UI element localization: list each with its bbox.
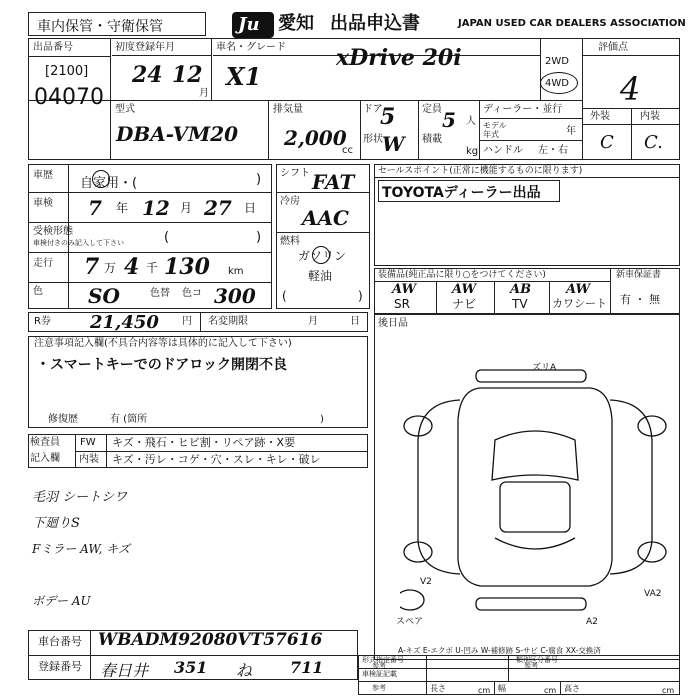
first-reg-month: 12 [172,62,203,88]
spec-r2-sub: 参考 [524,662,538,670]
form-title: 出品申込書 [330,13,420,34]
color-change-label: 色替 [150,288,170,299]
notes-value: ・スマートキーでのドアロック開閉不良 [36,357,288,373]
left-side-view [418,400,460,574]
doors-value: 5 [380,104,396,130]
color-code-value: 300 [214,284,256,308]
shift-value: FAT [312,170,355,194]
receipt-sub: 車検付きのみ記入して下さい [33,239,124,247]
mileage-man-unit: 万 [104,261,117,275]
drive-4wd: 4WD [545,78,569,89]
recycle-value: 21,450 [90,312,159,333]
lot-number: 04070 [34,85,104,110]
history-label: 車歴 [33,170,53,181]
lot-bracket-code: [2100] [45,64,89,79]
fuel-open: ( [282,289,287,303]
equipment-tv: TV [512,297,528,311]
selling-points-label: セールスポイント(正常に機能するものに限ります) [378,166,583,176]
diagram-right-note: VA2 [644,589,662,599]
capacity-label: 定員 [422,104,442,115]
fuel-diesel: 軽油 [308,269,333,283]
wheel-front-left [404,416,432,436]
rear-bumper [476,598,586,610]
diagram-bottom-note: A2 [586,617,598,627]
inspection-year: 7 [88,196,102,220]
spec-r3-label: 車検証記載 [362,670,397,678]
wheel-front-right [638,416,666,436]
spare-label: スペア [396,617,424,627]
plate-number: 711 [290,658,324,677]
drive-2wd: 2WD [545,56,569,67]
front-bumper [476,370,586,382]
after-sale-label: 後日品 [378,318,408,329]
handwritten-note-4: ボデー AU [32,594,91,608]
drive-4wd-circle [540,72,578,94]
inspector-row2: キズ・汚レ・コゲ・穴・スレ・キレ・破レ [112,453,321,466]
right-side-view [610,400,652,574]
lot-label: 出品番号 [33,42,73,53]
name-change-label: 名変期限 [208,316,248,327]
region-name: 愛知 [278,13,314,34]
recycle-unit: 円 [182,316,192,327]
fuel-circle [312,246,330,264]
shift-label: シフト [280,168,310,179]
spec-r1-label: 形式指定番号 [362,656,404,664]
ju-logo: Ju [232,12,274,38]
type-value: DBA-VM20 [116,122,239,146]
equipment-mark-4: AW [566,282,591,297]
inspection-day: 27 [204,196,232,220]
plate-label: 登録番号 [38,660,82,673]
inspector-row1: キズ・飛石・ヒビ割・リペア跡・X要 [112,436,296,449]
spec-width-unit: cm [544,686,557,695]
diagram-top-note: ズリA [532,363,557,373]
spec-r1-sub: 参考 [372,662,386,670]
model-name: X1 [226,62,262,91]
spec-height-label: 高さ [564,684,580,693]
capacity-value: 5 [442,108,456,132]
damage-legend: A-キズ E-エクボ U-凹み W-補修跡 S-サビ C-腐食 XX-交換済 [398,646,601,655]
equipment-leather: カワシート [552,297,607,310]
handle-label: ハンドル [483,145,523,156]
repair-label: 修復歴 [48,414,78,425]
mileage-label: 走行 [33,258,53,269]
rating-score: 4 [620,70,641,108]
mileage-unit: km [228,266,244,277]
equipment-mark-2: AW [452,282,477,297]
rating-label: 評価点 [598,42,628,53]
equipment-label: 装備品(純正品に限り○をつけてください) [378,270,546,280]
ac-label: 冷房 [280,196,300,207]
car-damage-diagram [400,360,670,620]
handwritten-note-3: Fミラー AW, キズ [32,542,130,556]
association-name: JAPAN USED CAR DEALERS ASSOCIATION [458,18,686,29]
handwritten-note-2: 下廻りS [32,516,80,531]
fuel-gasoline: ガソリン [298,249,347,263]
name-change-day: 日 [350,316,360,327]
shape-label: 形状 [363,134,383,145]
equipment-mark-1: AW [392,282,417,297]
fuel-label: 燃料 [280,236,300,247]
displacement-label: 排気量 [273,104,303,115]
history-value: 自家用・( [80,176,138,191]
storage-label: 車内保管・守衛保管 [28,12,206,36]
spec-length-unit: cm [478,686,491,695]
interior-grade: C. [644,132,663,153]
handwritten-note-1: 毛羽 シートシワ [32,490,128,505]
mileage-sen-unit: 千 [146,261,159,275]
color-value: SO [88,284,120,308]
first-reg-year: 24 [132,62,163,88]
name-change-month: 月 [308,316,318,327]
plate-kana: ね [236,661,253,680]
car-body-outline [458,388,612,586]
doors-label: ドア [363,104,383,115]
capacity-unit: 人 [466,116,476,127]
plate-class: 351 [174,658,208,677]
mileage-man: 7 [84,254,100,280]
warranty-label: 新車保証書 [616,270,662,280]
car-rear-window [495,538,575,549]
model-label: 車名・グレード [216,42,286,53]
repair-close: ) [320,414,324,425]
inspection-month: 12 [142,196,170,220]
plate-region: 春日井 [100,661,149,680]
load-label: 積載 [422,134,442,145]
spare-tire [400,590,424,610]
type-label: 型式 [115,104,135,115]
history-circle [92,170,110,188]
inspection-day-unit: 日 [244,201,257,215]
receipt-label: 受検形態 [33,226,73,237]
chassis-label: 車台番号 [38,635,82,648]
mileage-rest: 130 [164,254,210,280]
equipment-sr: SR [394,297,410,311]
inspector-label-2: 記入欄 [30,453,60,464]
car-roof [492,431,578,480]
equipment-mark-3: AB [510,282,532,297]
spec-length-label: 長さ [430,684,446,693]
shape-value: W [382,132,405,156]
model-year-label: モデル 年式 [483,121,507,139]
inspection-year-unit: 年 [116,201,129,215]
load-unit: kg [466,146,479,157]
diagram-left-note: V2 [420,577,432,587]
exterior-grade: C [600,132,614,153]
mileage-sen: 4 [124,254,140,280]
first-reg-label: 初度登録年月 [115,42,175,53]
spec-width-label: 幅 [498,684,506,693]
handle-options: 左・右 [538,145,568,156]
model-year-unit: 年 [566,126,576,137]
spec-height-unit: cm [662,686,675,695]
color-label: 色 [33,286,43,297]
grade-name: xDrive 20i [336,45,462,71]
equipment-navi: ナビ [452,297,477,311]
inspector-fw: FW [80,437,96,448]
color-code-label: 色コ [182,288,202,299]
inspector-interior: 内装 [79,454,99,465]
ac-value: AAC [302,206,349,230]
displacement-value: 2,000 [284,126,347,150]
inspector-label: 検査員 [30,437,60,448]
recycle-label: R券 [34,316,51,327]
import-label: ディーラー・並行 [483,104,563,115]
inspection-month-unit: 月 [180,201,193,215]
warranty-options: 有 ・ 無 [620,293,660,306]
exterior-label: 外装 [590,111,610,122]
selling-points-value: TOYOTAディーラー出品 [382,185,541,201]
spec-r3-sub: 参考 [372,684,386,692]
notes-label: 注意事項記入欄(不具合内容等は具体的に記入して下さい) [34,338,292,349]
first-reg-month-unit: 月 [199,88,209,99]
chassis-value: WBADM92080VT57616 [98,630,323,650]
interior-label: 内装 [640,111,660,122]
receipt-open: ( [164,230,170,245]
history-close: ) [256,172,262,187]
displacement-unit: cc [342,145,353,156]
inspection-label: 車検 [33,198,53,209]
car-cabin [500,482,570,532]
repair-value: 有 (箇所 [110,414,148,425]
spec-r2-label: 類別区分番号 [516,656,558,664]
receipt-close: ) [256,230,262,245]
fuel-close: ) [358,289,363,303]
